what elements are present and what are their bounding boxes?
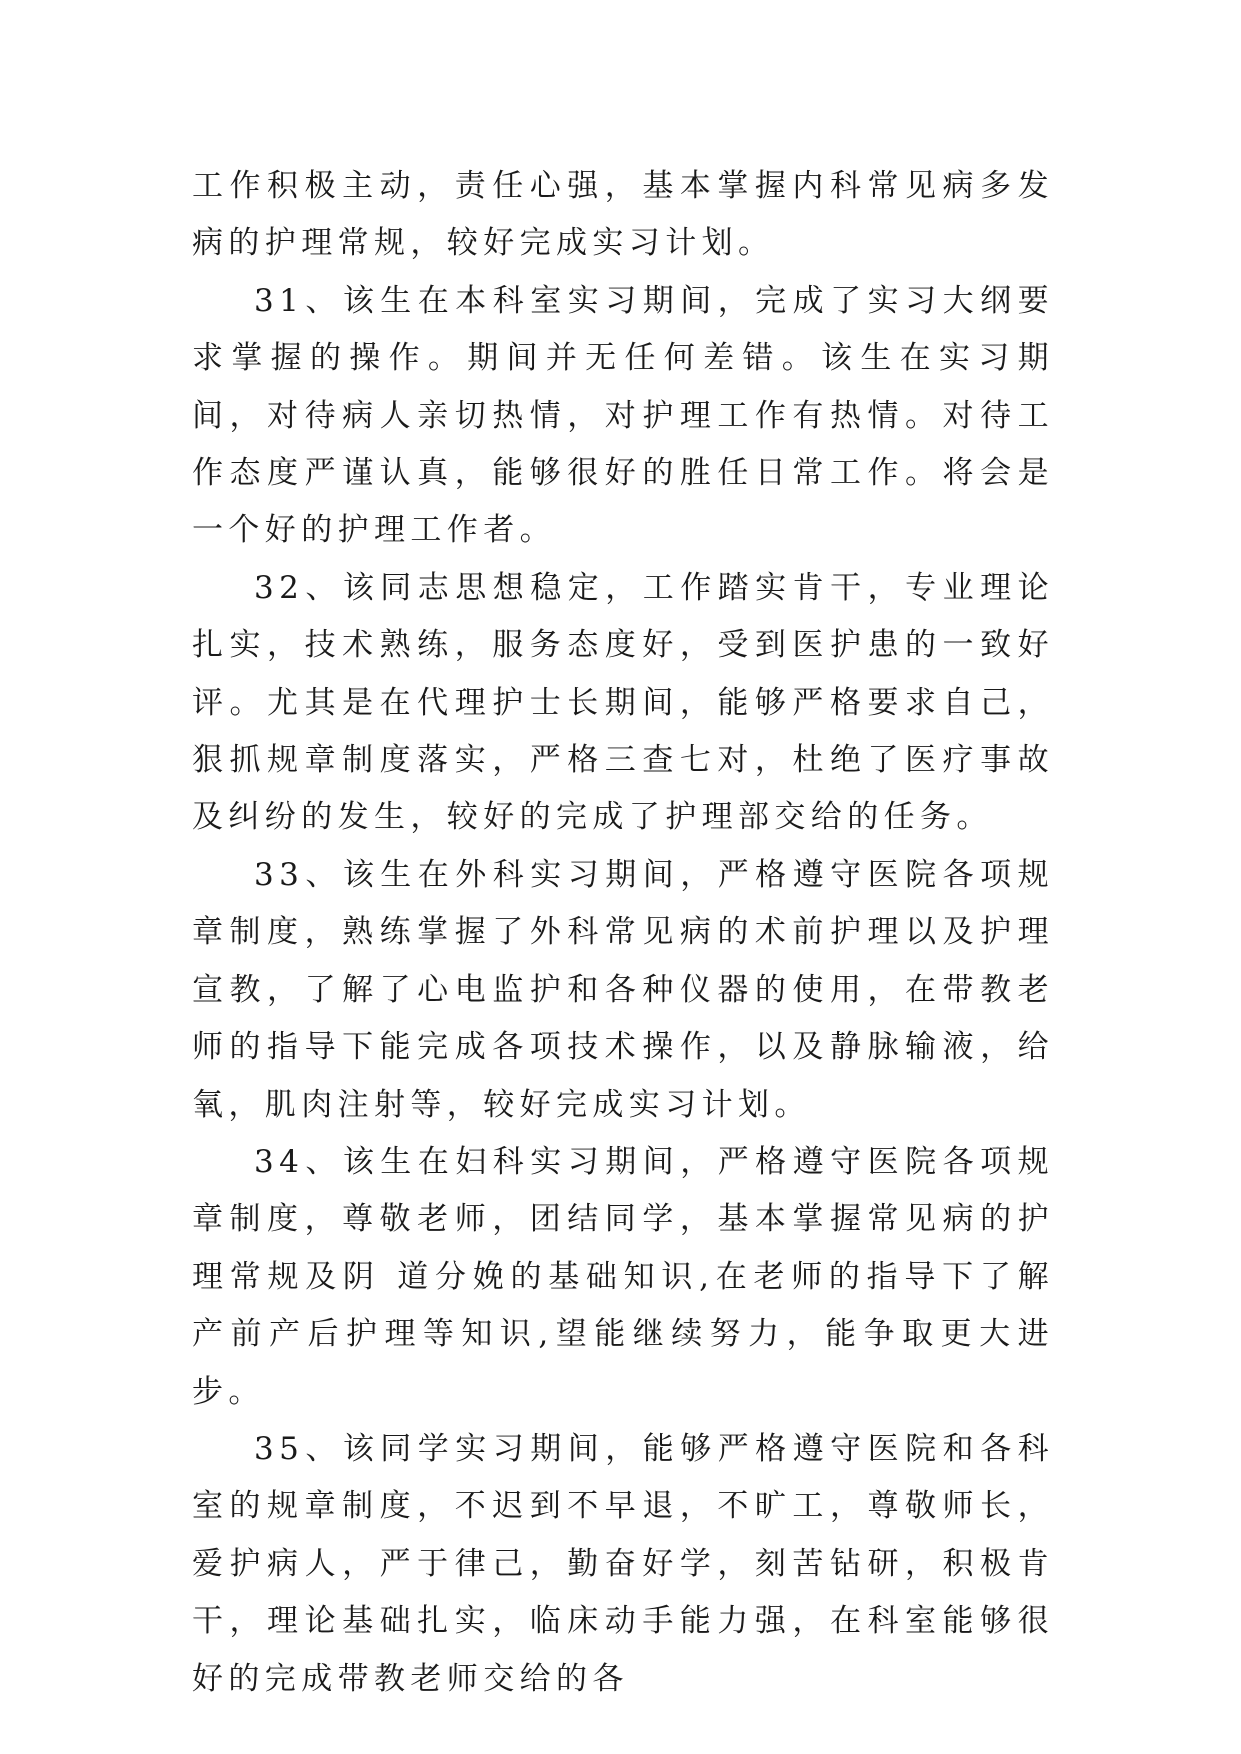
paragraph-item-32: 32、该同志思想稳定，工作踏实肯干，专业理论扎实，技术熟练，服务态度好，受到医护患的一致好评。尤其是在代理护士长期间，能够严格要求自己，狠抓规章制度落实，严格三查七对，杜绝了医疗事故及纠纷的发生，较好的完成了护理部交给的任务。 bbox=[192, 569, 1054, 836]
paragraph-item-33: 33、该生在外科实习期间，严格遵守医院各项规章制度，熟练掌握了外科常见病的术前护理以及护理宣教，了解了心电监护和各种仪器的使用，在带教老师的指导下能完成各项技术操作，以及静脉输液，给氧，肌肉注射等，较好完成实习计划。 bbox=[192, 856, 1054, 1123]
paragraph-continuation: 工作积极主动，责任心强，基本掌握内科常见病多发病的护理常规，较好完成实习计划。 bbox=[192, 168, 1054, 262]
document-body bbox=[192, 158, 1054, 1708]
paragraph-item-34: 34、该生在妇科实习期间，严格遵守医院各项规章制度，尊敬老师，团结同学，基本掌握常见病的护理常规及阴 道分娩的基础知识,在老师的指导下了解产前产后护理等知识,望能继续努力，能争取更大进步。 bbox=[192, 1143, 1054, 1410]
paragraph-item-31: 31、该生在本科室实习期间，完成了实习大纲要求掌握的操作。期间并无任何差错。该生在实习期间，对待病人亲切热情，对护理工作有热情。对待工作态度严谨认真，能够很好的胜任日常工作。将会是一个好的护理工作者。 bbox=[192, 282, 1054, 549]
paragraph-item-35: 35、该同学实习期间，能够严格遵守医院和各科室的规章制度，不迟到不早退，不旷工，尊敬师长，爱护病人，严于律己，勤奋好学，刻苦钻研，积极肯干，理论基础扎实，临床动手能力强，在科室能够很好的完成带教老师交给的各 bbox=[192, 1430, 1054, 1697]
